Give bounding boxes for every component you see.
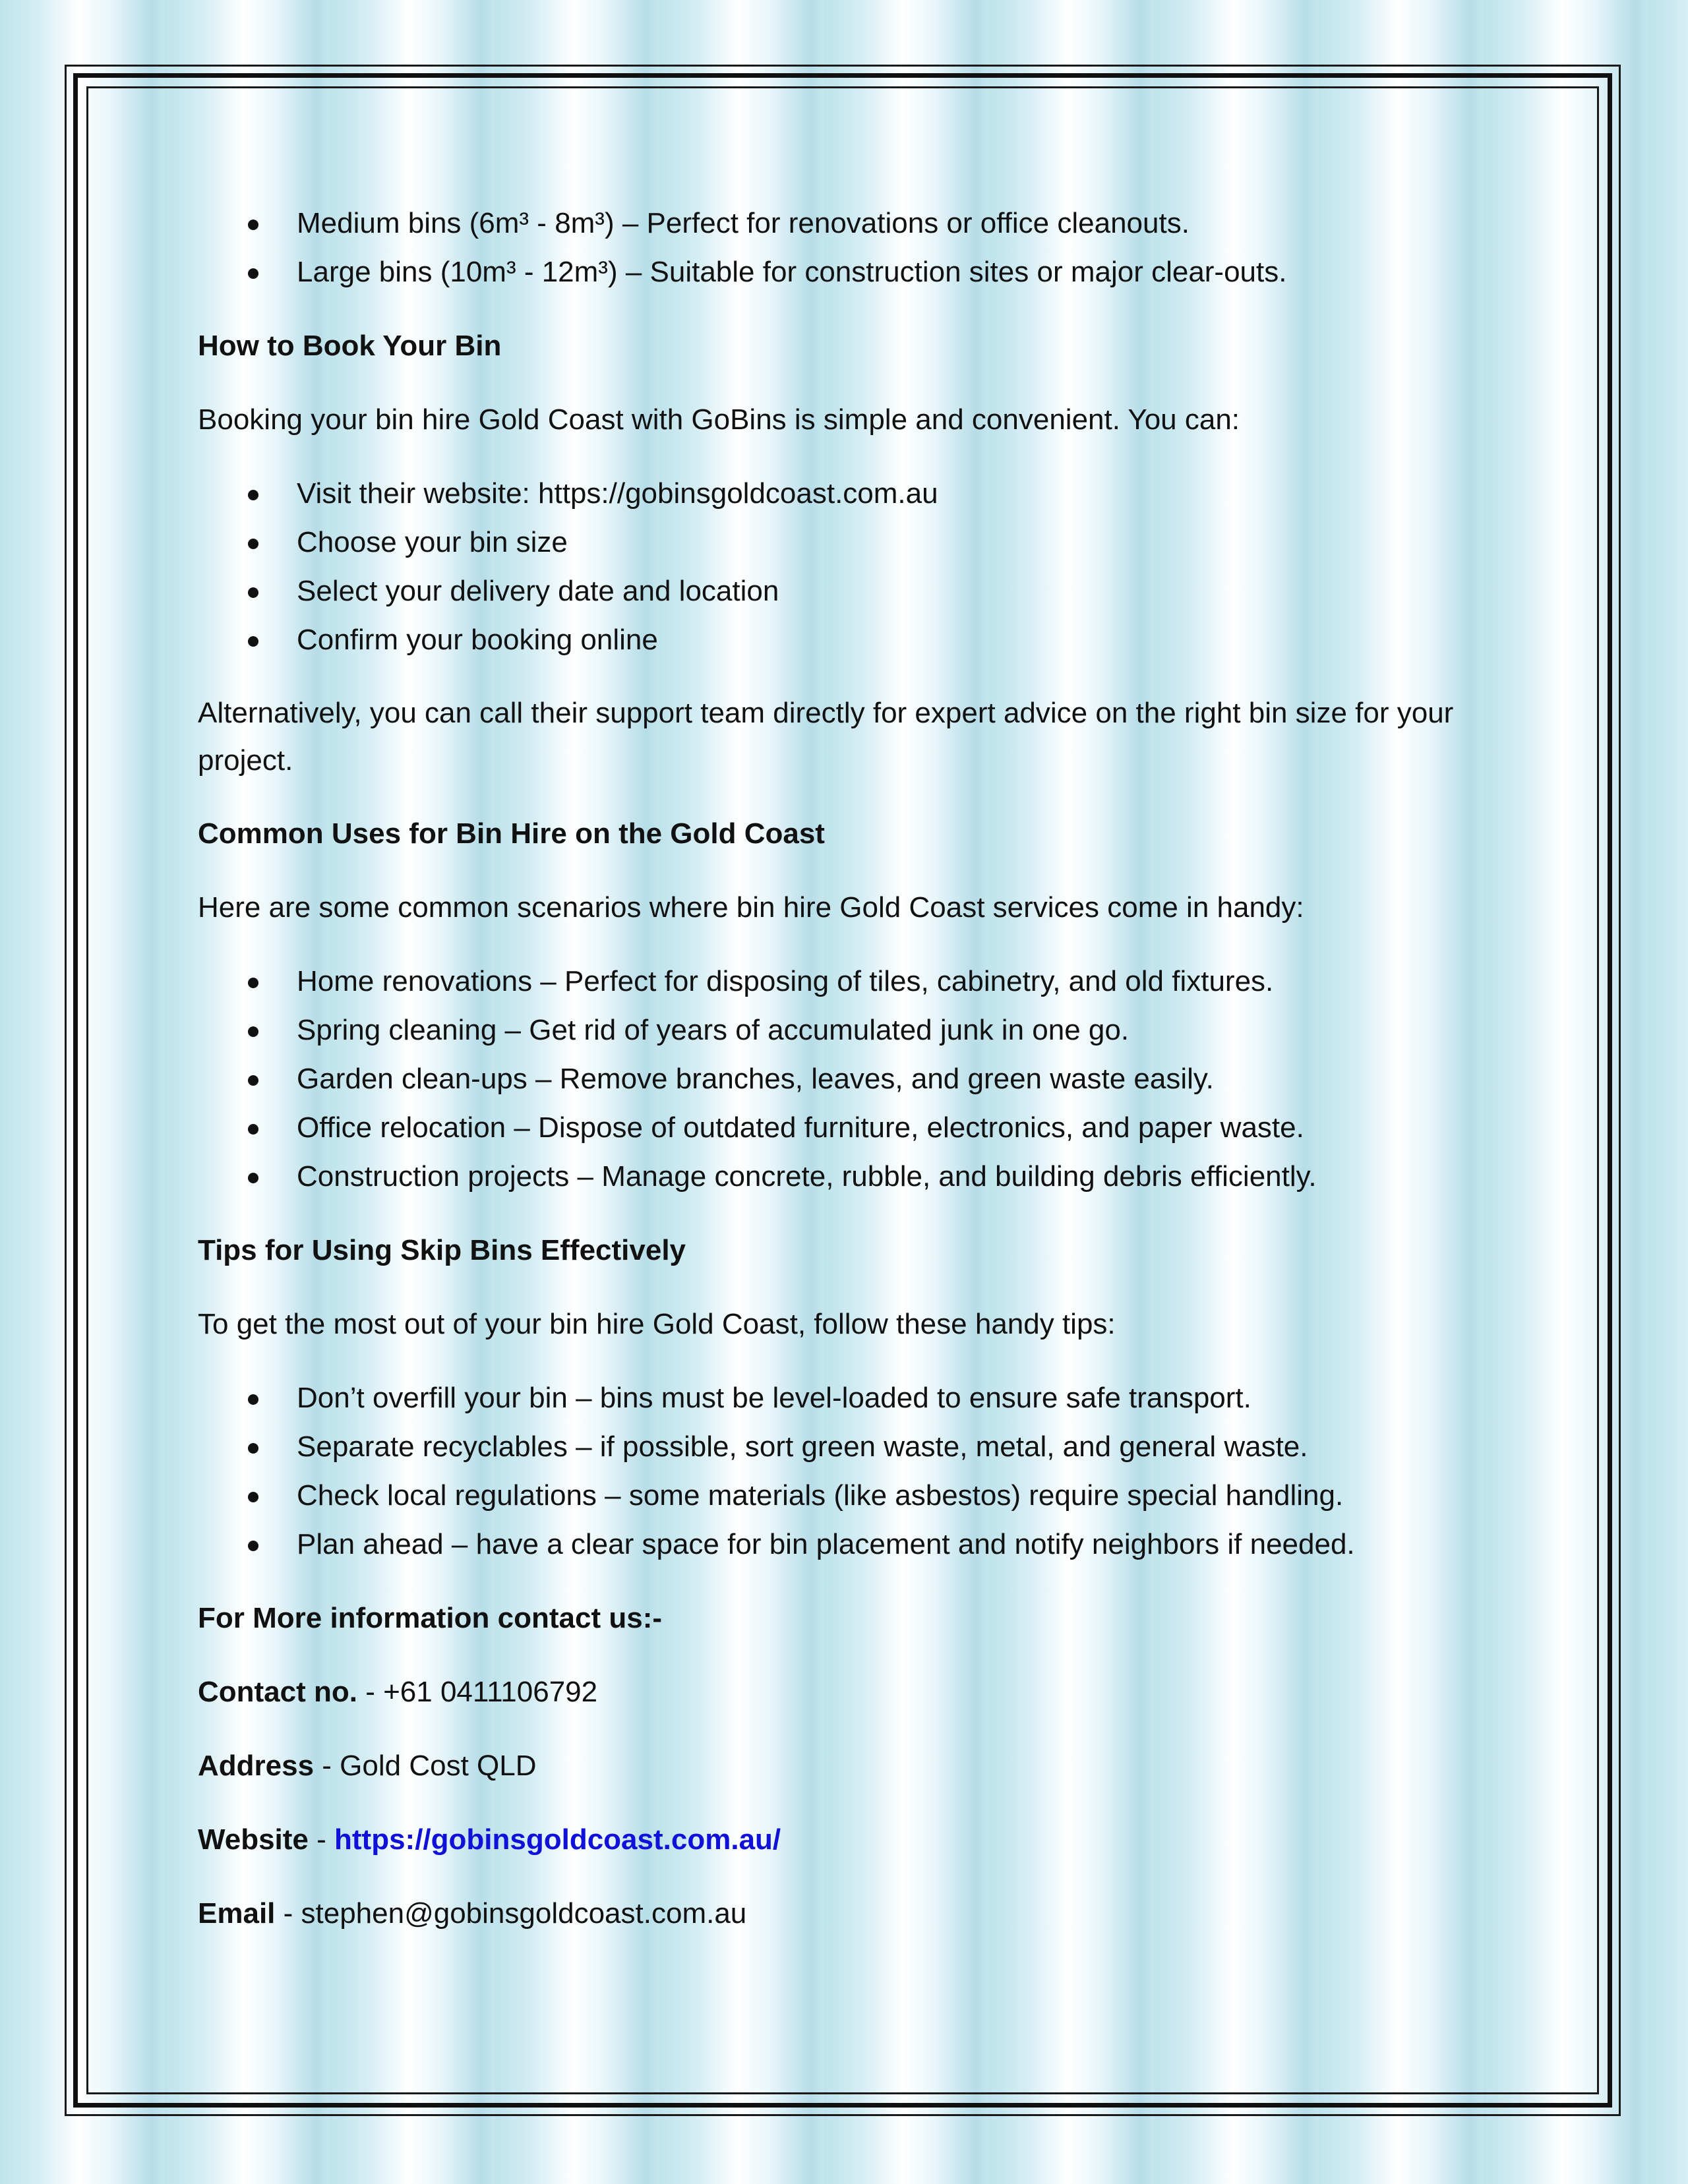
bullet-icon [248, 1124, 258, 1135]
booking-intro: Booking your bin hire Gold Coast with GoBins is simple and convenient. You can: [198, 403, 1240, 436]
list-item-text: Construction projects – Manage concrete, rubble, and building debris efficiently. [297, 1160, 1317, 1193]
bullet-icon [248, 1443, 258, 1454]
bullet-icon [248, 490, 258, 500]
section-heading-tips: Tips for Using Skip Bins Effectively [198, 1234, 686, 1266]
bullet-icon [248, 539, 258, 549]
booking-steps-list [198, 469, 1503, 664]
list-item-text: Medium bins (6m³ - 8m³) – Perfect for renovations or office cleanouts. [297, 207, 1190, 239]
list-item-text: Visit their website: https://gobinsgoldcoast.com.au [297, 477, 938, 510]
list-item [198, 518, 1503, 567]
bullet-icon [248, 636, 258, 647]
document-body [198, 199, 1503, 1938]
list-item [198, 1104, 1503, 1152]
bullet-icon [248, 978, 258, 988]
website-separator: - [308, 1823, 335, 1856]
booking-alternative: Alternatively, you can call their support team directly for expert advice on the right bin size for your project. [198, 697, 1454, 777]
address-value: - Gold Cost QLD [314, 1750, 537, 1782]
email-value: - stephen@gobinsgoldcoast.com.au [275, 1897, 747, 1930]
tips-list [198, 1374, 1503, 1569]
contact-address [198, 1742, 1503, 1790]
bullet-icon [248, 1394, 258, 1405]
list-item-text: Large bins (10m³ - 12m³) – Suitable for construction sites or major clear-outs. [297, 256, 1287, 288]
phone-label: Contact no. [198, 1676, 357, 1708]
list-item [198, 248, 1503, 297]
contact-heading: For More information contact us:- [198, 1602, 662, 1634]
bullet-icon [248, 1173, 258, 1183]
list-item [198, 469, 1503, 518]
list-item-text: Confirm your booking online [297, 624, 658, 656]
phone-value: - +61 0411106792 [357, 1676, 598, 1708]
list-item-text: Garden clean-ups – Remove branches, leaves, and green waste easily. [297, 1063, 1214, 1095]
list-item-text: Choose your bin size [297, 526, 568, 558]
bullet-icon [248, 1492, 258, 1502]
address-label: Address [198, 1750, 315, 1782]
list-item [198, 1152, 1503, 1201]
website-label: Website [198, 1823, 309, 1856]
section-heading-booking: How to Book Your Bin [198, 330, 502, 362]
bullet-icon [248, 220, 258, 230]
list-item [198, 567, 1503, 616]
list-item-text: Don’t overfill your bin – bins must be level-loaded to ensure safe transport. [297, 1382, 1251, 1414]
section-heading-uses: Common Uses for Bin Hire on the Gold Coast [198, 817, 825, 850]
list-item [198, 1374, 1503, 1423]
contact-website [198, 1815, 1503, 1864]
list-item-text: Plan ahead – have a clear space for bin placement and notify neighbors if needed. [297, 1528, 1355, 1560]
list-item-text: Check local regulations – some materials (like asbestos) require special handling. [297, 1479, 1344, 1512]
list-item-text: Select your delivery date and location [297, 575, 779, 607]
list-item [198, 1520, 1503, 1569]
email-label: Email [198, 1897, 276, 1930]
list-item-text: Home renovations – Perfect for disposing of tiles, cabinetry, and old fixtures. [297, 965, 1274, 997]
list-item-text: Separate recyclables – if possible, sort green waste, metal, and general waste. [297, 1431, 1308, 1463]
list-item [198, 1423, 1503, 1471]
list-item [198, 957, 1503, 1006]
bullet-icon [248, 1075, 258, 1086]
contact-phone [198, 1668, 1503, 1717]
uses-intro: Here are some common scenarios where bin hire Gold Coast services come in handy: [198, 891, 1304, 924]
list-item [198, 616, 1503, 664]
bullet-icon [248, 1541, 258, 1551]
bullet-icon [248, 587, 258, 598]
list-item-text: Office relocation – Dispose of outdated furniture, electronics, and paper waste. [297, 1111, 1304, 1144]
list-item [198, 1055, 1503, 1104]
tips-intro: To get the most out of your bin hire Gold Coast, follow these handy tips: [198, 1308, 1116, 1340]
contact-email [198, 1889, 1503, 1938]
bullet-icon [248, 268, 258, 279]
website-link[interactable]: https://gobinsgoldcoast.com.au/ [334, 1823, 781, 1856]
uses-list [198, 957, 1503, 1201]
list-item-text: Spring cleaning – Get rid of years of accumulated junk in one go. [297, 1014, 1130, 1046]
list-item [198, 199, 1503, 248]
bin-size-list [198, 199, 1503, 297]
bullet-icon [248, 1026, 258, 1037]
list-item [198, 1471, 1503, 1520]
list-item [198, 1006, 1503, 1055]
